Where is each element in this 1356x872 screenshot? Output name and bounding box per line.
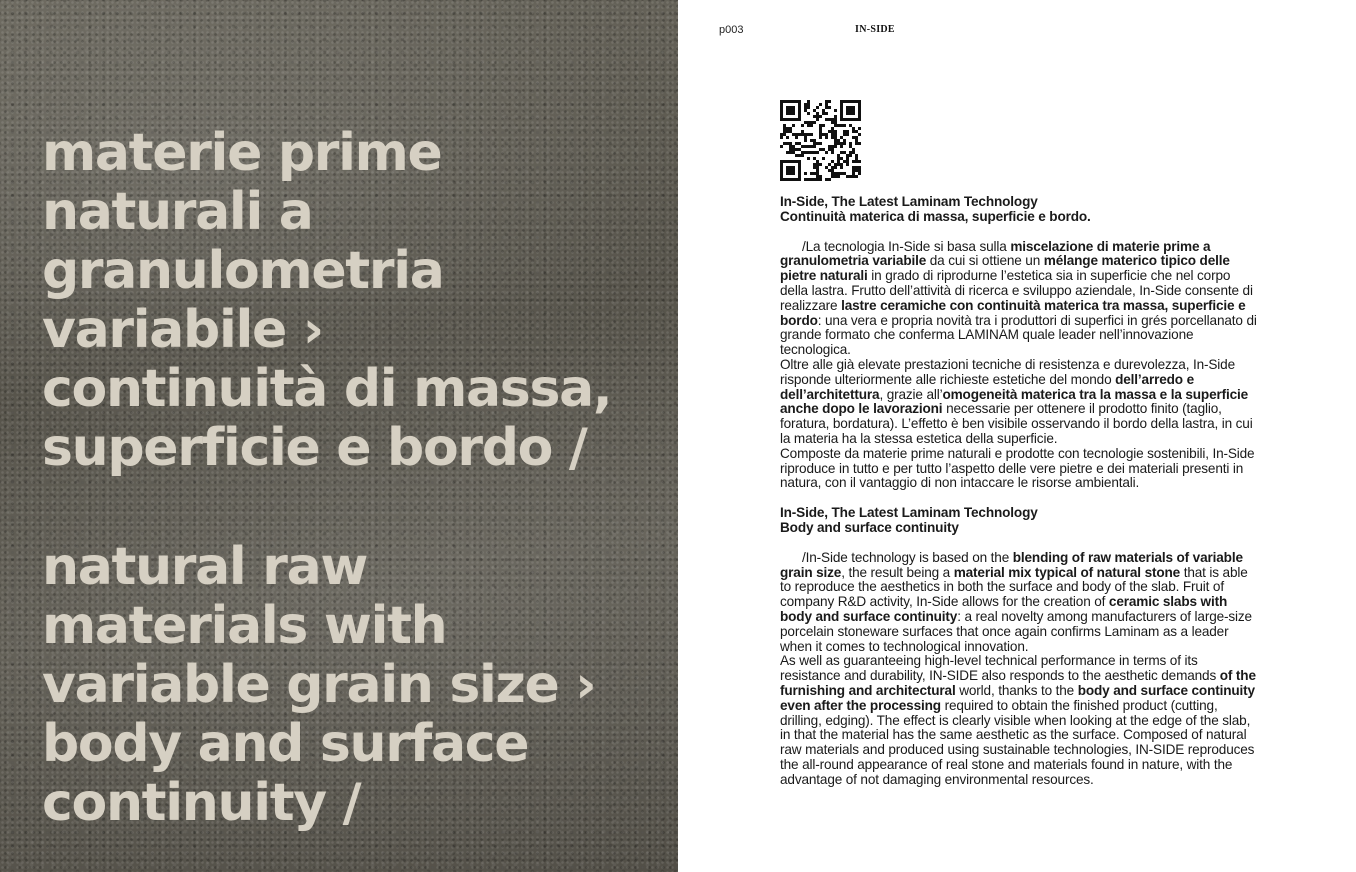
- section-title-en: In-Side, The Latest Laminam Technology: [780, 505, 1038, 521]
- section-italian: [780, 195, 1260, 491]
- paragraph-it-2: Oltre alle già elevate prestazioni tecniche di resistenza e durevolezza, In-Side risponde ulteriormente alle richieste estetiche del mondo dell’arredo e dell’architettura, grazie all’omogeneità materica tra la massa e la superficie anche dopo le lavorazioni necessarie per ottenere il prodotto finito (taglio, foratura, bordatura). L’effetto è ben visibile osservando il bordo della lastra, in cui la materia ha la stessa estetica della superficie.: [780, 356, 1253, 446]
- paragraph-it-3: Composte da materie prime naturali e prodotte con tecnologie sostenibili, In-Side riproduce in tutto e per tutto l’aspetto delle vere pietre e dei materiali presenti in natura, con il vantaggio di non intaccare le risorse ambientali.: [780, 445, 1255, 491]
- text-column: [780, 195, 1260, 787]
- brand-logo: IN-SIDE: [855, 24, 895, 35]
- paragraph-en-2: As well as guaranteeing high-level technical performance in terms of its resistance and durability, IN-SIDE also responds to the aesthetic demands of the furnishing and architectural world, thanks to the body and surface continuity even after the processing required to obtain the finished product (cutting, drilling, edging). The effect is clearly visible when looking at the edge of the slab, in that the material has the same aesthetic as the surface. Composed of natural raw materials and produced using sustainable technologies, IN-SIDE reproduces the all-round appearance of real stone and materials found in nature, with the advantage of not damaging environmental resources.: [780, 653, 1256, 787]
- qr-code[interactable]: [780, 100, 861, 181]
- paragraph-en-1: /In-Side technology is based on the blending of raw materials of variable grain size, the result being a material mix typical of natural stone that is able to reproduce the aesthetics in both the surface and body of the slab. Fruit of company R&D activity, In-Side allows for the creation of ceramic slabs with body and surface continuity: a real novelty among manufacturers of large-size porcelain stoneware surfaces that once again confirms Laminam as a leader when it comes to technological innovation.: [780, 549, 1252, 654]
- paragraph-it-1: /La tecnologia In-Side si basa sulla miscelazione di materie prime a granulometria variabile da cui si ottiene un mélange materico tipico delle pietre naturali in grado di riprodurne l’estetica sia in superficie che nel corpo della lastra. Frutto dell’attività di ricerca e sviluppo aziendale, In-Side consente di realizzare lastre ceramiche con continuità materica tra massa, superficie e bordo: una vera e propria novità tra i produttori di superfici in grés porcellanato di grande formato che conferma LAMINAM quale leader nell’innovazione tecnologica.: [780, 238, 1257, 358]
- section-english: [780, 506, 1260, 787]
- section-subtitle-en: Body and surface continuity: [780, 519, 959, 535]
- section-subtitle-it: Continuità materica di massa, superficie e bordo.: [780, 208, 1091, 224]
- page-number: p003: [719, 24, 744, 36]
- headline-english: natural raw materials with variable grain size › body and surface continuity /: [42, 537, 596, 833]
- section-title-it: In-Side, The Latest Laminam Technology: [780, 194, 1038, 209]
- headline-italian: materie prime naturali a granulometria variabile › continuità di massa, superficie e bordo /: [42, 123, 612, 478]
